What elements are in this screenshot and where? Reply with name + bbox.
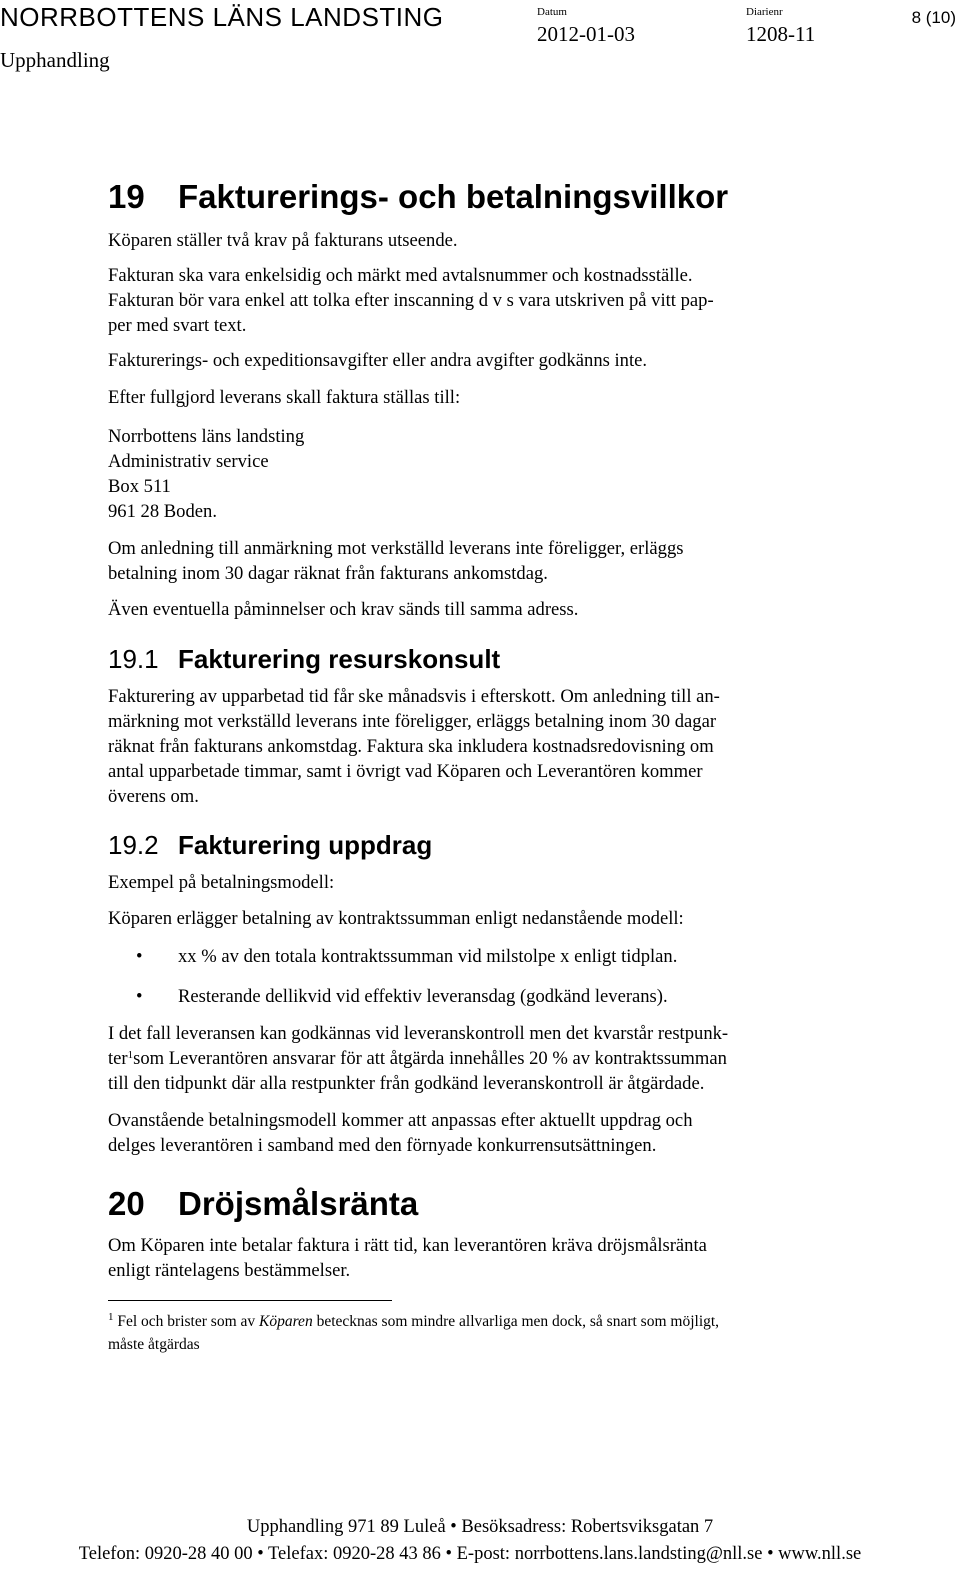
paragraph-line: Fakturan ska vara enkelsidig och märkt med avtalsnummer och kostnadsställe. bbox=[108, 265, 693, 286]
footnote bbox=[108, 1311, 719, 1333]
address-line: Box 511 bbox=[108, 476, 171, 497]
paragraph-line: enligt räntelagens bestämmelser. bbox=[108, 1260, 351, 1281]
section-title: Fakturering resurskonsult bbox=[178, 644, 501, 674]
footnote-text: Fel och brister som av bbox=[117, 1313, 260, 1330]
paragraph-line: Om anledning till anmärkning mot verkställd leverans inte föreligger, erläggs bbox=[108, 538, 684, 559]
section-title: Fakturerings- och betalningsvillkor bbox=[178, 178, 729, 215]
address-line: Administrativ service bbox=[108, 451, 269, 472]
text-fragment: som Leverantören ansvarar för att åtgärda innehålles 20 % av kontraktssumman bbox=[133, 1048, 727, 1069]
bullet-icon: • bbox=[136, 986, 143, 1007]
section-title: Fakturering uppdrag bbox=[178, 830, 433, 860]
paragraph: Köparen erlägger betalning av kontraktssumman enligt nedanstående modell: bbox=[108, 908, 684, 929]
page-number: 8 (10) bbox=[911, 8, 956, 27]
section-number: 19.1 bbox=[108, 644, 159, 674]
organization-name: NORRBOTTENS LÄNS LANDSTING bbox=[0, 2, 444, 32]
paragraph-line: märkning mot verkställd leverans inte föreligger, erläggs betalning inom 30 dagar bbox=[108, 711, 717, 732]
bullet-icon: • bbox=[136, 946, 143, 967]
date-value: 2012-01-03 bbox=[537, 22, 635, 46]
paragraph: Fakturerings- och expeditionsavgifter eller andra avgifter godkänns inte. bbox=[108, 350, 648, 371]
paragraph-line bbox=[108, 1046, 727, 1071]
footnote-reference[interactable]: 1 bbox=[127, 1049, 134, 1061]
section-number: 20 bbox=[108, 1185, 145, 1222]
footer-address: Upphandling 971 89 Luleå • Besöksadress: Robertsviksgatan 7 bbox=[246, 1517, 714, 1537]
address-line: Norrbottens läns landsting bbox=[108, 426, 305, 447]
paragraph-line: delges leverantören i samband med den förnyade konkurrensutsättningen. bbox=[108, 1135, 657, 1156]
paragraph-line: Fakturan bör vara enkel att tolka efter inscanning d v s vara utskriven på vitt pap- bbox=[108, 290, 714, 311]
paragraph-line: räknat från fakturans ankomstdag. Faktura ska inkludera kostnadsredovisning om bbox=[108, 736, 714, 757]
paragraph: Exempel på betalningsmodell: bbox=[108, 872, 335, 893]
address-line: 961 28 Boden. bbox=[108, 501, 217, 522]
reference-label: Diarienr bbox=[746, 6, 783, 18]
paragraph-line: Ovanstående betalningsmodell kommer att anpassas efter aktuellt uppdrag och bbox=[108, 1110, 693, 1131]
date-label: Datum bbox=[537, 6, 567, 18]
footnote-separator bbox=[108, 1300, 392, 1301]
text-fragment: ter bbox=[108, 1048, 128, 1069]
paragraph: Även eventuella påminnelser och krav sänds till samma adress. bbox=[108, 599, 579, 620]
section-number: 19 bbox=[108, 178, 145, 215]
section-number: 19.2 bbox=[108, 830, 159, 860]
footnote-mark: 1 bbox=[108, 1311, 114, 1323]
paragraph-line: Fakturering av upparbetad tid får ske månadsvis i efterskott. Om anledning till an- bbox=[108, 686, 720, 707]
reference-value: 1208-11 bbox=[746, 22, 816, 46]
section-19-2-heading bbox=[108, 830, 432, 861]
footnote-text: betecknas som mindre allvarliga men dock, så snart som möjligt, bbox=[312, 1313, 720, 1330]
section-title: Dröjsmålsränta bbox=[178, 1185, 419, 1222]
paragraph-line: I det fall leveransen kan godkännas vid leveranskontroll men det kvarstår restpunk- bbox=[108, 1023, 729, 1044]
paragraph-line: Om Köparen inte betalar faktura i rätt tid, kan leverantören kräva dröjsmålsränta bbox=[108, 1235, 707, 1256]
list-item: Resterande dellikvid vid effektiv leveransdag (godkänd leverans). bbox=[178, 986, 668, 1007]
department-name: Upphandling bbox=[0, 48, 110, 72]
section-20-heading bbox=[108, 1185, 418, 1223]
footnote-italic-term: Köparen bbox=[259, 1313, 313, 1330]
paragraph-line: till den tidpunkt där alla restpunkter från godkänd leveranskontroll är åtgärdade. bbox=[108, 1073, 705, 1094]
list-item: xx % av den totala kontraktssumman vid milstolpe x enligt tidplan. bbox=[178, 946, 678, 967]
paragraph-line: antal upparbetade timmar, samt i övrigt vad Köparen och Leverantören kommer bbox=[108, 761, 703, 782]
section-19-heading bbox=[108, 178, 728, 216]
footnote-line: måste åtgärdas bbox=[108, 1336, 200, 1353]
footer-contact: Telefon: 0920-28 40 00 • Telefax: 0920-28 43 86 • E-post: norrbottens.lans.landsting@nll.se • www.nll.se bbox=[78, 1544, 862, 1564]
paragraph-line: per med svart text. bbox=[108, 315, 247, 336]
paragraph: Efter fullgjord leverans skall faktura ställas till: bbox=[108, 387, 461, 408]
paragraph-line: betalning inom 30 dagar räknat från fakturans ankomstdag. bbox=[108, 563, 548, 584]
paragraph: Köparen ställer två krav på fakturans utseende. bbox=[108, 230, 458, 251]
section-19-1-heading bbox=[108, 644, 500, 675]
paragraph-line: överens om. bbox=[108, 786, 199, 807]
